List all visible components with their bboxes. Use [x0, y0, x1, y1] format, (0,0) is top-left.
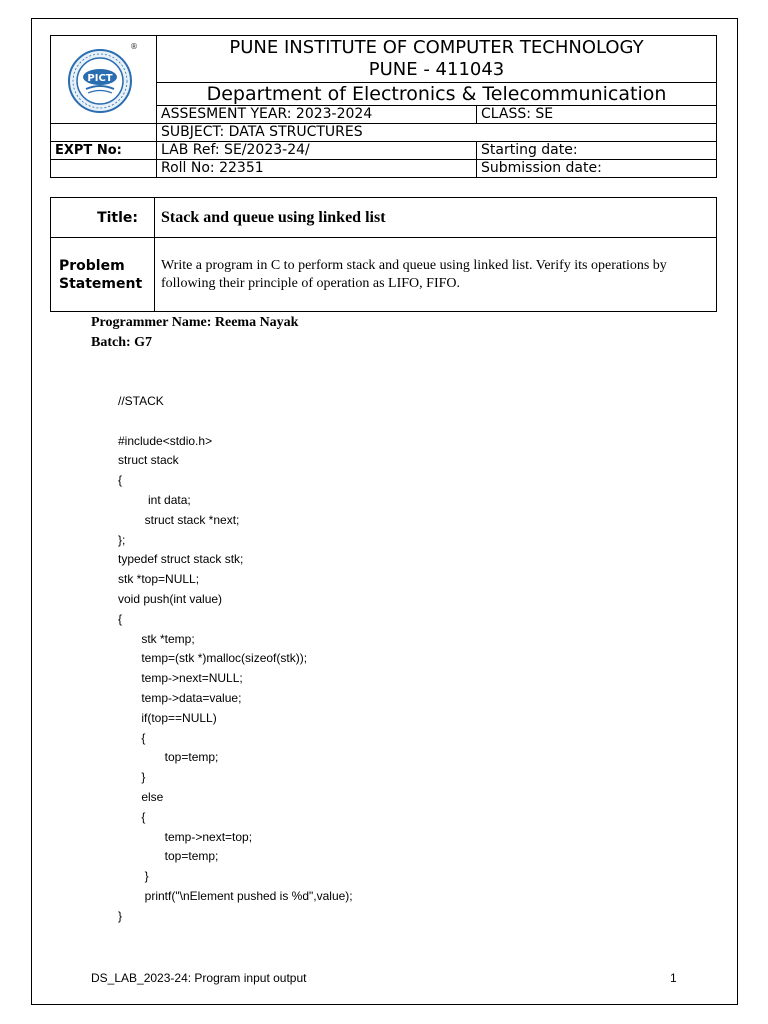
problem-statement-text: Write a program in C to perform stack and queue using linked list. Verify its operations by following their principle of operation as LIFO, FIFO.: [155, 238, 717, 312]
logo-cell: [51, 36, 157, 124]
programmer-name: Programmer Name: Reema Nayak: [91, 315, 299, 330]
svg-text:PICT: PICT: [86, 73, 113, 84]
page-number: 1: [670, 971, 677, 985]
class-field: CLASS: SE: [477, 106, 717, 124]
batch: Batch: G7: [91, 335, 153, 350]
empty-cell: [51, 160, 157, 178]
starting-date-field: Starting date:: [477, 142, 717, 160]
institute-name-cell: [157, 36, 717, 83]
empty-cell: [51, 124, 157, 142]
subject-field: SUBJECT: DATA STRUCTURES: [157, 124, 717, 142]
problem-statement-label: Problem Statement: [51, 238, 155, 312]
institute-name: PUNE INSTITUTE OF COMPUTER TECHNOLOGY: [229, 37, 644, 58]
lab-ref-field: LAB Ref: SE/2023-24/: [157, 142, 477, 160]
assessment-year: ASSESMENT YEAR: 2023-2024: [157, 106, 477, 124]
code-listing: //STACK #include<stdio.h> struct stack { int data; struct stack *next; }; typedef struct stack stk; stk *top=NULL; void push(int value) { stk *temp; temp=(stk *)malloc(sizeof(stk)); temp->next=NULL; temp->data=value; if(top==NULL) { top=temp; } else { temp->next=top; top=temp; } printf("\nElement pushed is %d",value); }: [118, 394, 353, 923]
title-value: Stack and queue using linked list: [155, 198, 717, 238]
svg-text:®: ®: [129, 42, 138, 51]
title-table: [50, 197, 717, 312]
institute-city: PUNE - 411043: [368, 59, 505, 80]
department-name: Department of Electronics & Telecommunication: [157, 83, 717, 106]
expt-no-label: EXPT No:: [51, 142, 157, 160]
footer-label: DS_LAB_2023-24: Program input output: [91, 971, 307, 985]
pict-logo-icon: [64, 37, 144, 117]
programmer-info: [91, 313, 298, 353]
header-table: [50, 35, 717, 178]
submission-date-field: Submission date:: [477, 160, 717, 178]
roll-no-field: Roll No: 22351: [157, 160, 477, 178]
title-label: Title:: [51, 198, 155, 238]
